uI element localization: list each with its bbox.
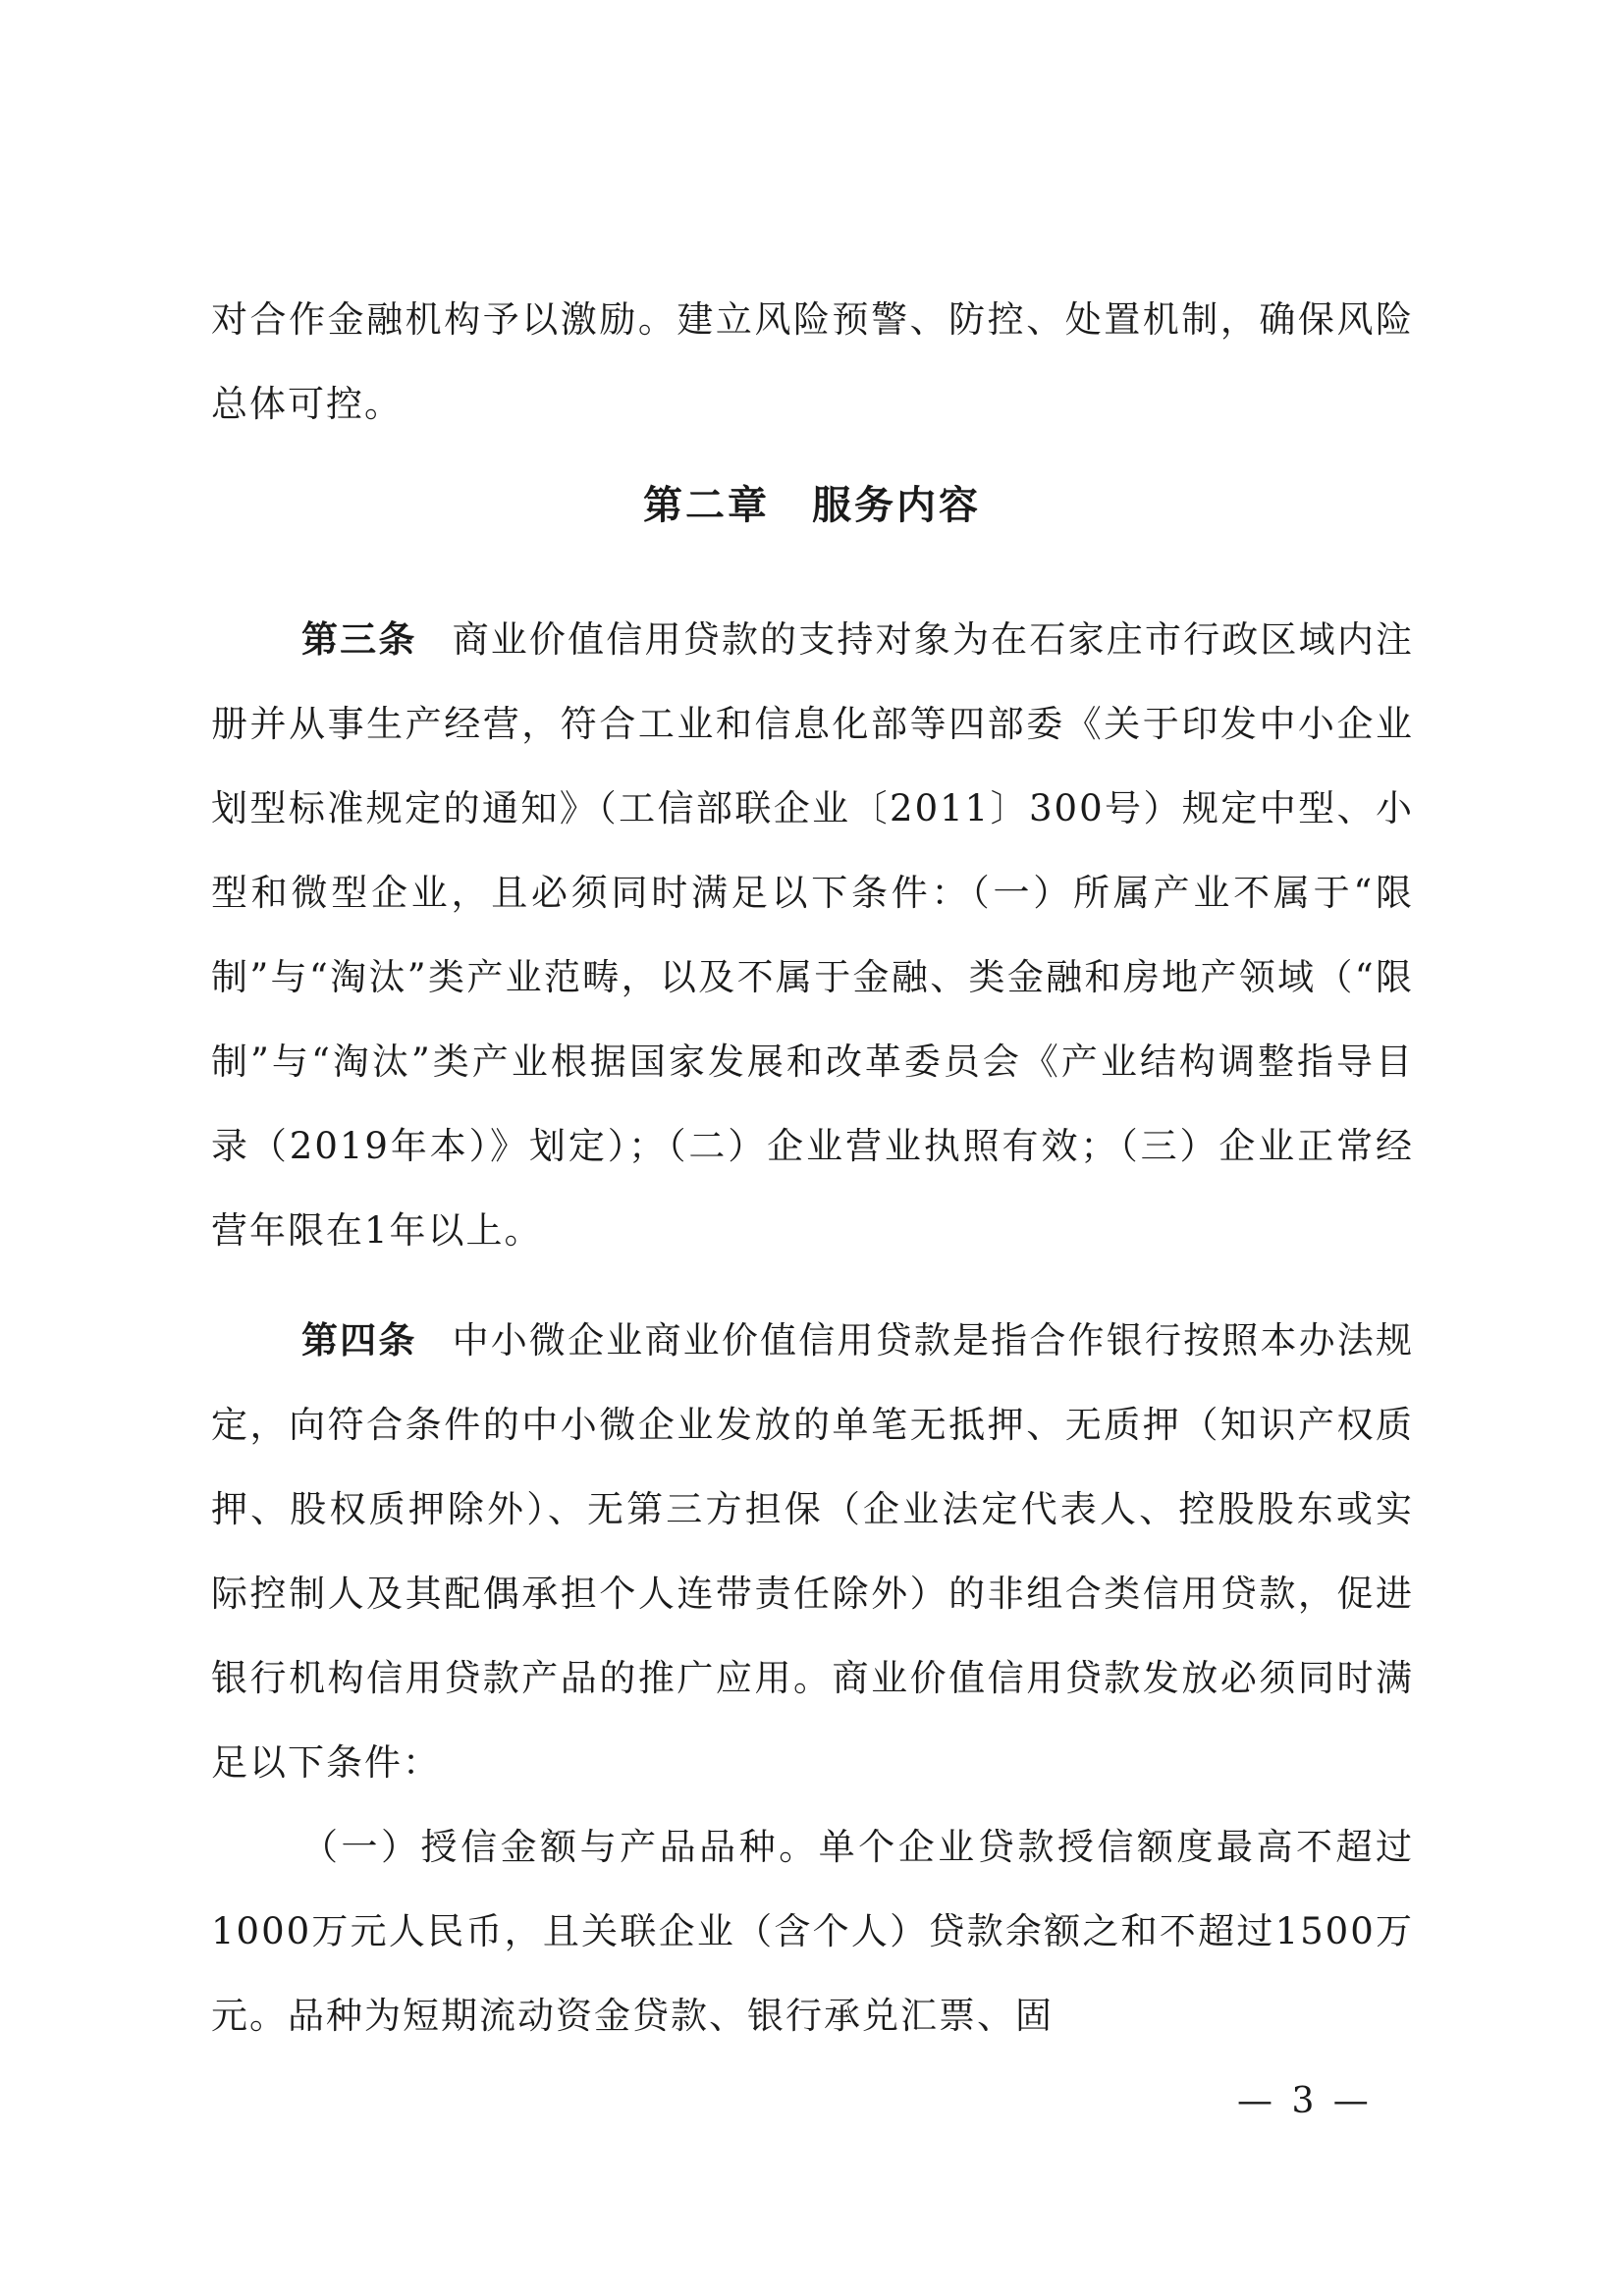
article-4-number: 第四条 (301, 1319, 417, 1362)
item-1-paragraph: （一）授信金额与产品品种。单个企业贷款授信额度最高不超过1000万元人民币，且关联企业（含个人）贷款余额之和不超过1500万元。品种为短期流动资金贷款、银行承兑汇票、固 (211, 1826, 1414, 2037)
article-3-paragraph (211, 598, 1414, 1273)
article-3-number: 第三条 (301, 618, 417, 661)
article-3-text: 商业价值信用贷款的支持对象为在石家庄市行政区域内注册并从事生产经营，符合工业和信息化部等四部委《关于印发中小企业划型标准规定的通知》（工信部联企业〔2011〕300号）规定中型、小型和微型企业，且必须同时满足以下条件：（一）所属产业不属于“限制”与“淘汰”类产业范畴，以及不属于金融、类金融和房地产领域（“限制”与“淘汰”类产业根据国家发展和改革委员会《产业结构调整指导目录（2019年本）》划定）；（二）企业营业执照有效；（三）企业正常经营年限在1年以上。 (211, 618, 1415, 1252)
continuation-paragraph: 对合作金融机构予以激励。建立风险预警、防控、处置机制，确保风险总体可控。 (211, 298, 1414, 425)
article-4-text: 中小微企业商业价值信用贷款是指合作银行按照本办法规定，向符合条件的中小微企业发放的单笔无抵押、无质押（知识产权质押、股权质押除外）、无第三方担保（企业法定代表人、控股股东或实际控制人及其配偶承担个人连带责任除外）的非组合类信用贷款，促进银行机构信用贷款产品的推广应用。商业价值信用贷款发放必须同时满足以下条件： (211, 1319, 1415, 1784)
page-number: — 3 — (1237, 2081, 1373, 2121)
article-4-paragraph (211, 1299, 1414, 1805)
chapter-title: 第二章 服务内容 (643, 483, 981, 528)
